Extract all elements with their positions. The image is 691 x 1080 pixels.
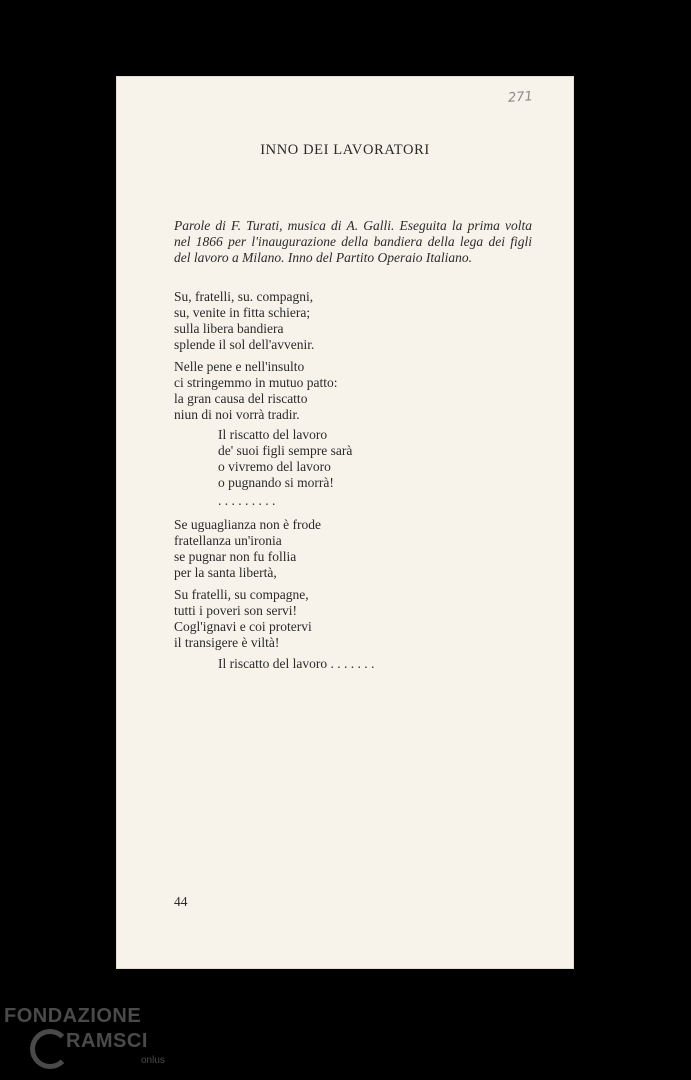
verse-line: o vivremo del lavoro bbox=[218, 459, 331, 474]
verse-line: se pugnar non fu follia bbox=[174, 549, 297, 564]
verse-line: Su, fratelli, su. compagni, bbox=[174, 289, 314, 304]
verse-line: Su fratelli, su compagne, bbox=[174, 587, 309, 602]
stanza-2 bbox=[174, 359, 337, 423]
stanza-3 bbox=[174, 517, 321, 581]
page-title: INNO DEI LAVORATORI bbox=[260, 142, 430, 158]
verse-line: splende il sol dell'avvenir. bbox=[174, 337, 315, 352]
verse-line: su, venite in fitta schiera; bbox=[174, 305, 311, 320]
verse-line: Cogl'ignavi e coi protervi bbox=[174, 619, 312, 634]
logo-line-1: FONDAZIONE bbox=[4, 1005, 142, 1027]
intro-paragraph: Parole di F. Turati, musica di A. Galli. Eseguita la prima volta nel 1866 per l'inaugurazione della bandiera della lega dei figli del lavoro a Milano. Inno del Partito Operaio Italiano. bbox=[174, 218, 532, 265]
verse-line: per la santa libertà, bbox=[174, 565, 277, 580]
verse-line: tutti i poveri son servi! bbox=[174, 603, 297, 618]
logo-g-mark-icon bbox=[30, 1029, 70, 1069]
ellipsis-line bbox=[218, 493, 275, 509]
verse-line: Il riscatto del lavoro . . . . . . . bbox=[218, 656, 375, 671]
verse-line: fratellanza un'ironia bbox=[174, 533, 282, 548]
stanza-4 bbox=[174, 587, 312, 651]
verse-line: Se uguaglianza non è frode bbox=[174, 517, 321, 532]
verse-line: ci stringemmo in mutuo patto: bbox=[174, 375, 338, 390]
verse-line: la gran causa del riscatto bbox=[174, 391, 308, 406]
verse-line: Il riscatto del lavoro bbox=[218, 427, 328, 442]
logo-line-3: onlus bbox=[141, 1055, 165, 1066]
page-number: 44 bbox=[174, 894, 188, 909]
verse-line: . . . . . . . . . bbox=[218, 493, 276, 508]
verse-line: o pugnando si morrà! bbox=[218, 475, 334, 490]
verse-line: Nelle pene e nell'insulto bbox=[174, 359, 305, 374]
verse-line: de' suoi figli sempre sarà bbox=[218, 443, 353, 458]
handwritten-note: 271 bbox=[507, 89, 534, 106]
verse-line: sulla libera bandiera bbox=[174, 321, 284, 336]
document-page bbox=[116, 76, 574, 969]
refrain-repeat bbox=[218, 656, 374, 672]
fondazione-gramsci-logo bbox=[4, 1005, 174, 1075]
stanza-1 bbox=[174, 289, 314, 353]
verse-line: il transigere è viltà! bbox=[174, 635, 280, 650]
refrain bbox=[218, 427, 352, 491]
verse-line: niun di noi vorrà tradir. bbox=[174, 407, 300, 422]
logo-line-2: RAMSCI bbox=[66, 1030, 148, 1052]
